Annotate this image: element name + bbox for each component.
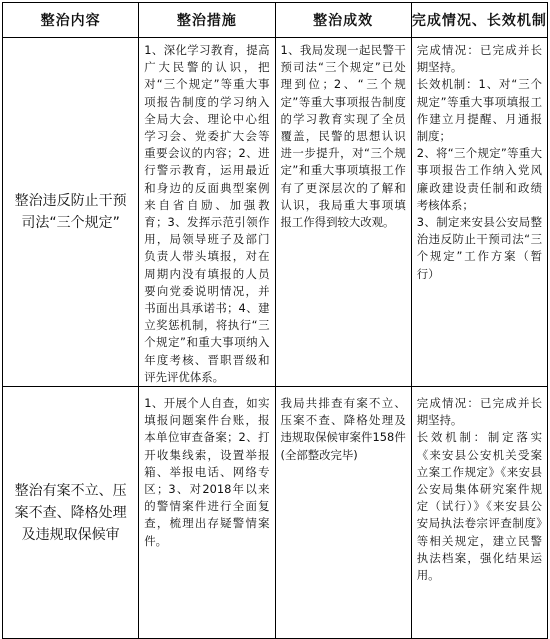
table-row: [3, 387, 548, 639]
row-2-content: 整治有案不立、压案不查、降格处理及违规取保候审: [3, 387, 139, 639]
row-2-status-line: 长效机制：制定落实《来安县公安机关受案立案工作规定》《来安县公安局集体研究案件规定（试行）》《来安县公安局执法卷宗评查制度》等相关规定，建立民警执法档案，强化结果运用。: [416, 430, 542, 583]
row-2-status: [411, 387, 547, 639]
remediation-table: [2, 2, 548, 639]
row-1-status-line: 完成情况：已完成并长期坚持。: [416, 43, 542, 75]
header-status: 完成情况、长效机制: [411, 3, 547, 38]
row-2-measures-text: 1、开展个人自查，如实填报问题案件台账，报本单位审查备案；2、打开收集线索，设置举报箱、举报电话、网络专区；3、对2018年以来的警情案件进行全面复查，梳理出存疑警情案件。: [144, 396, 270, 548]
table-row: [3, 38, 548, 387]
row-2-results: [275, 387, 411, 639]
header-results: 整治成效: [275, 3, 411, 38]
row-2-measures: [139, 387, 275, 639]
header-measures: 整治措施: [139, 3, 275, 38]
row-2-status-line: 完成情况：已完成并长期坚持。: [416, 396, 542, 428]
row-1-results-text: 1、我局发现一起民警干预司法“三个规定”已处理到位；2、“三个规定”等重大事项报告制度的学习教育实现了全员覆盖，民警的思想认识进一步提升，对“三个规定”和重大事项填报工作有了更深层次的了解和认识，我局重大事项填报工作得到较大改观。: [280, 43, 406, 230]
row-1-status-line: 3、制定来安县公安局整治违反防止干预司法“三个规定”工作方案（暂行）: [416, 215, 542, 281]
row-1-status: [411, 38, 547, 387]
row-1-results: [275, 38, 411, 387]
row-1-measures-text: 1、深化学习教育，提高广大民警的认识，把对“三个规定”等重大事项报告制度的学习纳入全局大会、理论中心组学习会、党委扩大会等重要会议的内容；2、进行警示教育，运用最近和身边的反面典型案例来自省自励、加强教育；3、发挥示范引领作用，局领导班子及部门负责人带头填报，对在周期内没有填报的人员要向党委说明情况，并书面出具承诺书；4、建立奖惩机制，将执行“三个规定”和重大事项纳入年度考核、晋职晋级和评先评优体系。: [144, 43, 270, 384]
row-1-status-line: 长效机制：1、对“三个规定”等重大事项填报工作建立月提醒、月通报制度；: [416, 77, 542, 144]
row-1-content: 整治违反防止干预司法“三个规定”: [3, 38, 139, 387]
header-content: 整治内容: [3, 3, 139, 38]
row-1-status-line: 2、将“三个规定”等重大事项报告工作纳入党风廉政建设责任制和政绩考核体系；: [416, 146, 542, 212]
header-row: [3, 3, 548, 38]
row-1-measures: [139, 38, 275, 387]
row-2-results-text: 我局共排查有案不立、压案不查、降格处理及违规取保候审案件158件(全部整改完毕): [280, 396, 406, 462]
